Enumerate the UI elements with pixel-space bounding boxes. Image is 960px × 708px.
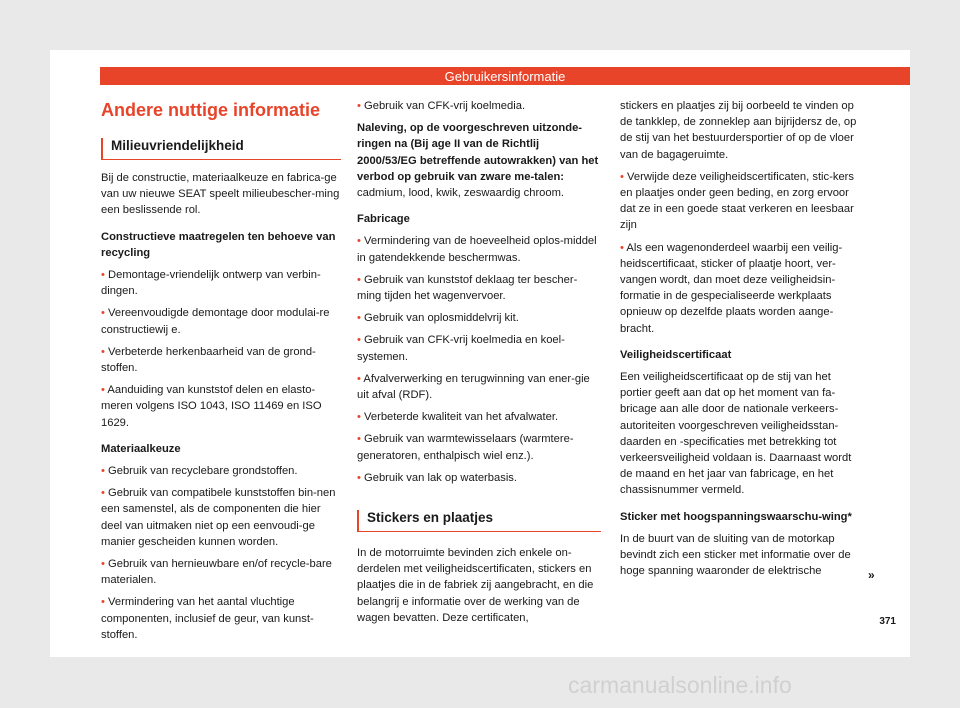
list-item: • Demontage-vriendelijk ontwerp van verbin-dingen.	[101, 269, 321, 298]
list-item: • Als een wagenonderdeel waarbij een veilig-heidscertificaat, sticker of plaatje hoort, ver-vangen wordt, dan moet deze veiligheidsin-formatie in de gespecialiseerde werkplaats opnieuw op dezelfde plaats worden aange-bracht.	[620, 241, 843, 335]
list-item: • Gebruik van hernieuwbare en/of recycle-bare materialen.	[101, 558, 332, 587]
manual-page	[50, 50, 910, 657]
continue-arrow-icon: »	[868, 568, 875, 582]
bullet-dot-icon: •	[357, 411, 361, 424]
column-2	[357, 98, 601, 492]
paragraph: Een veiligheidscertificaat op de stij van het portier geeft aan dat op het moment van fa-bricage aan alle door de nationale verkeers-autoriteiten voorgeschreven veiligheidsstan-daarden en -specificaties met betrekking tot verkeersveiligheid voldaan is. Daarnaast wordt de maand en het jaar van fabricage, en het chassisnummer vermeld.	[620, 371, 852, 497]
list-item: • Gebruik van kunststof deklaag ter bescher-ming tijden het wagenvervoer.	[357, 273, 578, 303]
list-item: • Gebruik van warmtewisselaars (warmtere-generatoren, enthalpisch wiel enz.).	[357, 433, 574, 462]
list-item: • Verwijde deze veiligheidscertificaten, stic-kers en plaatjes onder geen beding, en zorg ervoor dat ze in een goede staat verkeren en leesbaar zijn	[620, 170, 854, 232]
bullet-dot-icon: •	[101, 269, 105, 282]
bullet-dot-icon: •	[357, 100, 361, 112]
subheading: Veiligheidscertificaat	[620, 348, 732, 361]
bullet-dot-icon: •	[357, 273, 361, 286]
paragraph: Naleving, op de voorgeschreven uitzonde-ringen na (Bij age II van de Richtlij 2000/53/EG betreffende autowrakken) van het verbod op gebruik van zware me-talen: cadmium, lood, kwik, zeswaardig chroom.	[357, 122, 599, 200]
paragraph: Bij de constructie, materiaalkeuze en fabrica-ge van uw nieuwe SEAT speelt milieubescher-ming een beslissende rol.	[101, 172, 340, 217]
bullet-dot-icon: •	[101, 465, 105, 478]
bullet-dot-icon: •	[357, 235, 361, 248]
paragraph: In de buurt van de sluiting van de motorkap bevindt zich een sticker met informatie over de hoge spanning waaronder de elektrische	[620, 532, 851, 578]
bullet-dot-icon: •	[357, 433, 361, 446]
bullet-dot-icon: •	[101, 487, 105, 500]
list-item: • Gebruik van lak op waterbasis.	[357, 471, 518, 484]
section-heading-milieu: Milieuvriendelijkheid	[101, 138, 341, 160]
column-1	[101, 170, 343, 649]
page-number: 371	[879, 616, 896, 627]
watermark: carmanualsonline.info	[568, 672, 792, 698]
column-2-continued	[357, 545, 601, 632]
bullet-dot-icon: •	[620, 241, 624, 254]
bullet-dot-icon: •	[357, 312, 361, 325]
subheading: Materiaalkeuze	[101, 442, 181, 455]
list-item: • Vermindering van de hoeveelheid oplos-middel in gatendekkende beschermwas.	[357, 235, 597, 264]
column-3	[620, 98, 862, 585]
list-item: • Gebruik van compatibele kunststoffen bin-nen een samenstel, als de componenten die hier deel van uitmaken niet op een eenvoudi-ge manier gescheiden kunnen worden.	[101, 487, 336, 548]
list-item: • Gebruik van CFK-vrij koelmedia.	[357, 100, 526, 112]
section-heading-stickers: Stickers en plaatjes	[357, 510, 601, 532]
list-item: • Gebruik van CFK-vrij koelmedia en koel-systemen.	[357, 334, 565, 363]
list-item: • Gebruik van oplosmiddelvrij kit.	[357, 312, 519, 325]
subheading: Sticker met hoogspanningswaarschu-wing*	[620, 510, 852, 523]
list-item: • Afvalverwerking en terugwinning van ener-gie uit afval (RDF).	[357, 372, 590, 402]
bullet-dot-icon: •	[357, 372, 361, 385]
list-item: • Vermindering van het aantal vluchtige componenten, inclusief de geur, van kunst-stoffen.	[101, 596, 314, 641]
list-item: • Gebruik van recyclebare grondstoffen.	[101, 465, 298, 478]
list-item: • Vereenvoudigde demontage door modulai-re constructiewij e.	[101, 307, 330, 336]
header-title: Gebruikersinformatie	[444, 68, 566, 84]
list-item: • Aanduiding van kunststof delen en elasto-meren volgens ISO 1043, ISO 11469 en ISO 1629.	[101, 384, 322, 429]
bullet-dot-icon: •	[620, 170, 624, 183]
header-bar	[100, 67, 910, 85]
bullet-dot-icon: •	[357, 334, 361, 347]
subheading: Constructieve maatregelen ten behoeve van recycling	[101, 230, 336, 259]
paragraph: stickers en plaatjes zij bij oorbeeld te vinden op de tankklep, de zonneklep aan bijrijdersz de, op de stij van het bestuurdersportier of op de vloer van de bagageruimte.	[620, 100, 857, 161]
bullet-dot-icon: •	[101, 345, 105, 358]
bullet-dot-icon: •	[357, 471, 361, 484]
bullet-dot-icon: •	[101, 384, 105, 397]
bullet-dot-icon: •	[101, 596, 105, 609]
bullet-dot-icon: •	[101, 558, 105, 571]
list-item: • Verbeterde herkenbaarheid van de grond-stoffen.	[101, 345, 316, 375]
list-item: • Verbeterde kwaliteit van het afvalwater.	[357, 411, 559, 424]
paragraph: In de motorruimte bevinden zich enkele on-derdelen met veiligheidscertificaten, stickers en plaatjes die in de fabriek zij aangebracht, en die belangrij e informatie over de werking van de wagen bevatten. Deze certificaten,	[357, 547, 594, 624]
chapter-title: Andere nuttige informatie	[101, 100, 321, 120]
subheading: Fabricage	[357, 213, 410, 226]
bullet-dot-icon: •	[101, 307, 105, 320]
